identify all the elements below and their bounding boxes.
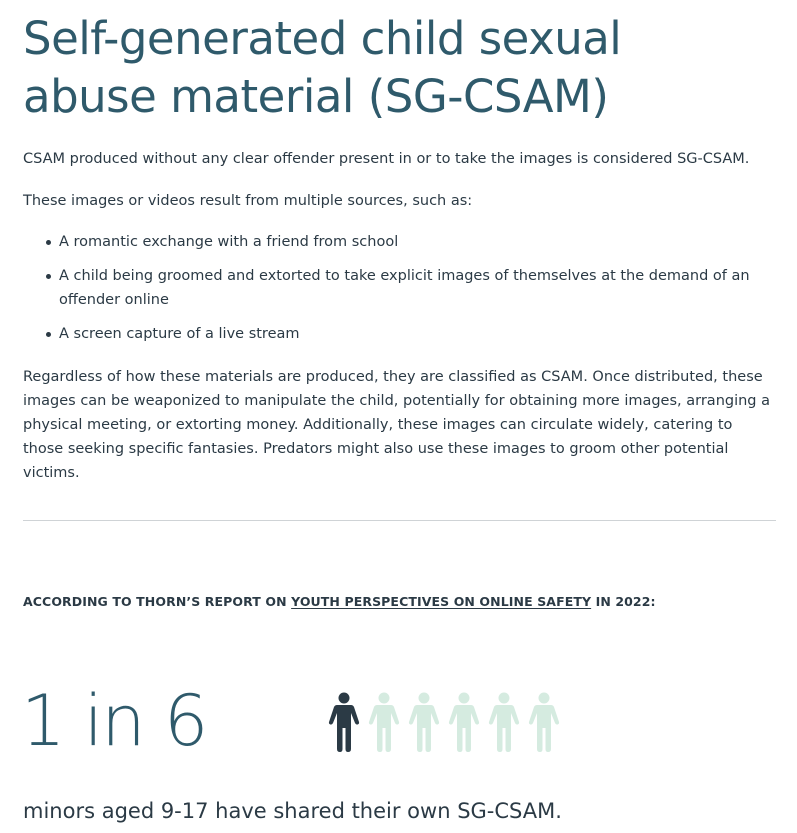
report-link[interactable]: YOUTH PERSPECTIVES ON ONLINE SAFETY [291,594,592,609]
divider [23,520,776,521]
report-suffix: IN 2022: [591,594,656,609]
statistic-value: 1 in 6 [21,680,207,762]
statistic-caption: minors aged 9-17 have shared their own SG-CSAM. [23,799,562,823]
page-title: Self-generated child sexual abuse material (SG-CSAM) [23,12,622,123]
intro-paragraph: CSAM produced without any clear offender present in or to take the images is considered SG-CSAM. [23,151,750,167]
report-citation [23,594,656,609]
person-icon [448,692,480,752]
person-figures [328,692,568,752]
person-icon [488,692,520,752]
person-icon-highlighted [328,692,360,752]
sources-list [23,230,776,356]
list-item: A screen capture of a live stream [23,322,776,346]
list-item: A romantic exchange with a friend from school [23,230,776,254]
list-item: A child being groomed and extorted to take explicit images of themselves at the demand of an offender online [23,264,776,312]
sources-intro: These images or videos result from multiple sources, such as: [23,193,473,209]
report-prefix: ACCORDING TO THORN’S REPORT ON [23,594,292,609]
person-icon [408,692,440,752]
person-icon [368,692,400,752]
person-icon [528,692,560,752]
consequences-paragraph: Regardless of how these materials are produced, they are classified as CSAM. Once distributed, these images can be weaponized to manipulate the child, potentially for obtaining more images, arranging a physical meeting, or extorting money. Additionally, these images can circulate widely, catering to those seeking specific fantasies. Predators might also use these images to groom other potential victims. [23,369,771,481]
